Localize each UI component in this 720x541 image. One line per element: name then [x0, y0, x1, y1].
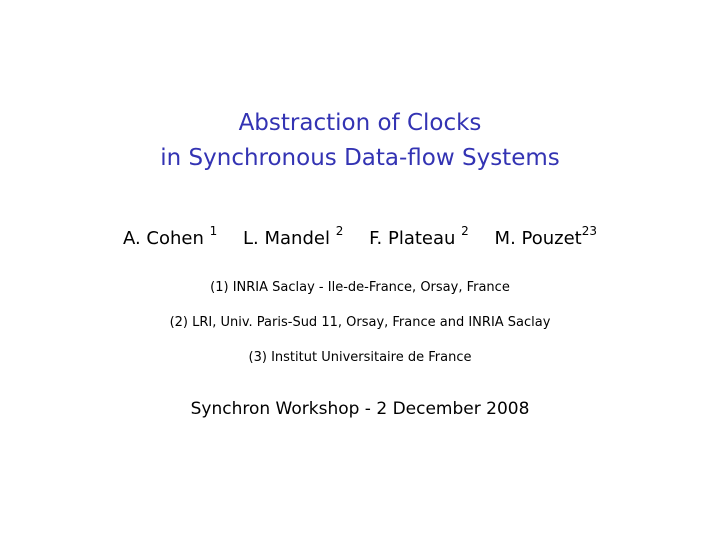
- author-list: [0, 226, 720, 249]
- affiliation-2: (2) LRI, Univ. Paris-Sud 11, Orsay, France and INRIA Saclay: [169, 315, 551, 330]
- author-affiliation-mark: 1: [209, 224, 218, 238]
- affiliation-1: (1) INRIA Saclay - Ile-de-France, Orsay, France: [210, 280, 510, 295]
- affiliation-3: (3) Institut Universitaire de France: [248, 350, 472, 365]
- author-cohen: [123, 226, 217, 249]
- author-name: M. Pouzet: [494, 228, 582, 249]
- author-affiliation-mark: 2: [461, 224, 469, 238]
- author-plateau: [369, 226, 469, 249]
- author-name: L. Mandel: [243, 228, 330, 249]
- author-affiliation-mark: 2: [335, 224, 344, 238]
- author-name: A. Cohen: [122, 228, 204, 249]
- author-pouzet: [495, 226, 597, 249]
- author-mandel: [243, 226, 343, 249]
- author-affiliation-mark: 23: [581, 224, 598, 238]
- slide-title-line-2: in Synchronous Data-flow Systems: [160, 145, 560, 171]
- event-date-line: Synchron Workshop - 2 December 2008: [190, 399, 530, 419]
- slide-title-line-1: Abstraction of Clocks: [238, 110, 482, 136]
- author-name: F. Plateau: [369, 228, 456, 249]
